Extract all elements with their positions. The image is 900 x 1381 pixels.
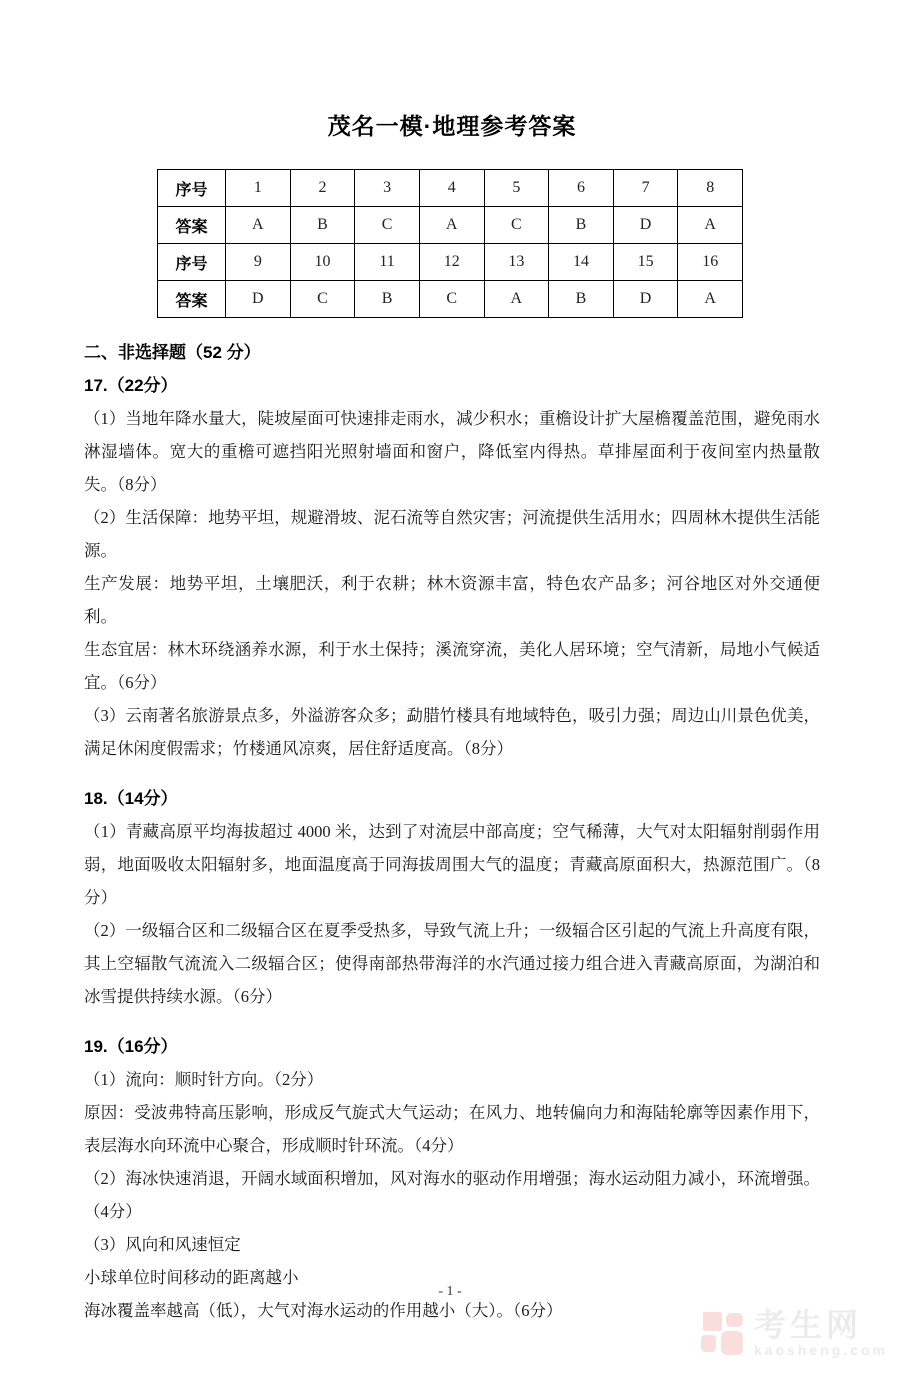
table-cell: C: [355, 207, 420, 244]
table-row: [158, 281, 743, 318]
answer-paragraph: 海冰覆盖率越高（低），大气对海水运动的作用越小（大）。（6分）: [84, 1301, 563, 1320]
table-cell: 4: [419, 170, 484, 207]
table-cell: 10: [290, 244, 355, 281]
table-cell: D: [613, 207, 678, 244]
answer-paragraph: 小球单位时间移动的距离越小: [84, 1268, 299, 1287]
table-cell: B: [355, 281, 420, 318]
table-cell: 3: [355, 170, 420, 207]
answer-table: [157, 169, 743, 318]
table-cell: C: [419, 281, 484, 318]
table-cell: 11: [355, 244, 420, 281]
row-header: 答案: [158, 281, 226, 318]
table-row: [158, 170, 743, 207]
answer-paragraph: （1）当地年降水量大，陡坡屋面可快速排走雨水，减少积水；重檐设计扩大屋檐覆盖范围，避免雨水淋湿墙体。宽大的重檐可遮挡阳光照射墙面和窗户，降低室内得热。草排屋面利于夜间室内热量散失。（8分）: [84, 409, 820, 494]
kaosheng-watermark: [698, 1308, 888, 1358]
table-cell: 1: [226, 170, 291, 207]
table-cell: A: [678, 207, 743, 244]
answer-paragraph: （2）海冰快速消退，开阔水域面积增加，风对海水的驱动作用增强；海水运动阻力减小，环流增强。（4分）: [84, 1169, 820, 1221]
logo-block: [701, 1335, 716, 1352]
question-19-header: 19.（16分）: [84, 1037, 178, 1056]
answer-paragraph: （2）生活保障：地势平坦，规避滑坡、泥石流等自然灾害；河流提供生活用水；四周林木提供生活能源。: [84, 508, 820, 560]
logo-block: [721, 1331, 743, 1355]
table-cell: 12: [419, 244, 484, 281]
table-cell: 7: [613, 170, 678, 207]
question-17-header: 17.（22分）: [84, 376, 178, 395]
table-cell: 9: [226, 244, 291, 281]
section-heading: 二、非选择题（52 分）: [84, 343, 261, 362]
table-cell: A: [419, 207, 484, 244]
page-title: 茂名一模·地理参考答案: [327, 113, 577, 139]
answer-paragraph: 原因：受波弗特高压影响，形成反气旋式大气运动；在风力、地转偏向力和海陆轮廓等因素作用下，表层海水向环流中心聚合，形成顺时针环流。（4分）: [84, 1103, 820, 1155]
table-cell: C: [484, 207, 549, 244]
watermark-site-url: kaosheng.com: [753, 1342, 888, 1358]
table-cell: D: [226, 281, 291, 318]
table-cell: C: [290, 281, 355, 318]
row-header: 答案: [158, 207, 226, 244]
answer-paragraph: （2）一级辐合区和二级辐合区在夏季受热多，导致气流上升；一级辐合区引起的气流上升高度有限，其上空辐散气流流入二级辐合区；使得南部热带海洋的水汽通过接力组合进入青藏高原面，为湖泊和冰雪提供持续水源。（6分）: [84, 921, 820, 1006]
table-cell: A: [226, 207, 291, 244]
kaosheng-logo-icon: [698, 1308, 746, 1358]
table-row: [158, 207, 743, 244]
question-18-header: 18.（14分）: [84, 789, 178, 808]
answer-paragraph: （1）青藏高原平均海拔超过 4000 米，达到了对流层中部高度；空气稀薄，大气对太阳辐射削弱作用弱，地面吸收太阳辐射多，地面温度高于同海拔周围大气的温度；青藏高原面积大，热源范围广。（8分）: [84, 822, 820, 907]
row-header: 序号: [158, 170, 226, 207]
row-header: 序号: [158, 244, 226, 281]
table-cell: 8: [678, 170, 743, 207]
answer-paragraph: （1）流向：顺时针方向。（2分）: [84, 1070, 324, 1089]
watermark-site-name: 考生网: [753, 1307, 862, 1343]
table-cell: 15: [613, 244, 678, 281]
table-cell: B: [549, 207, 614, 244]
table-cell: B: [549, 281, 614, 318]
table-row: [158, 244, 743, 281]
answer-paragraph: （3）云南著名旅游景点多，外溢游客众多；勐腊竹楼具有地域特色，吸引力强；周边山川景色优美，满足休闲度假需求；竹楼通风凉爽，居住舒适度高。（8分）: [84, 706, 820, 758]
table-cell: 16: [678, 244, 743, 281]
table-cell: 13: [484, 244, 549, 281]
question-19: [84, 1030, 820, 1327]
logo-block: [703, 1312, 722, 1331]
answer-paragraph: 生态宜居：林木环绕涵养水源，利于水土保持；溪流穿流，美化人居环境；空气清新，局地小气候适宜。（6分）: [84, 640, 820, 692]
table-cell: A: [678, 281, 743, 318]
table-cell: 2: [290, 170, 355, 207]
question-17: [84, 369, 820, 765]
table-cell: D: [613, 281, 678, 318]
table-cell: A: [484, 281, 549, 318]
table-cell: 14: [549, 244, 614, 281]
watermark-text: [754, 1308, 888, 1358]
table-cell: B: [290, 207, 355, 244]
question-18: [84, 782, 820, 1013]
page-number: - 1 -: [438, 1284, 462, 1299]
table-cell: 5: [484, 170, 549, 207]
answer-paragraph: 生产发展：地势平坦，土壤肥沃，利于农耕；林木资源丰富，特色农产品多；河谷地区对外交通便利。: [84, 574, 820, 626]
document-page: [0, 108, 900, 1327]
answer-paragraph: （3）风向和风速恒定: [84, 1235, 241, 1254]
table-cell: 6: [549, 170, 614, 207]
logo-block: [726, 1313, 743, 1327]
